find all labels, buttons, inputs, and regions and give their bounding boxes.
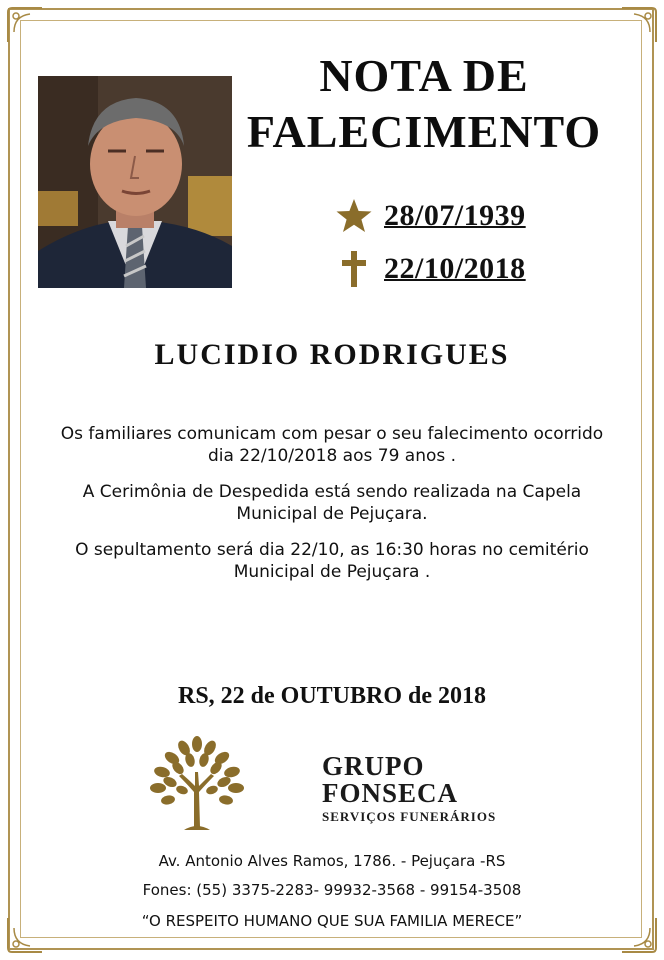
paragraph-line: dia 22/10/2018 aos 79 anos . [207,446,457,466]
page-title [238,48,610,160]
death-date: 22/10/2018 [384,252,526,285]
deceased-name: LUCIDIO RODRIGUES [154,338,510,371]
title-line-1: NOTA DE [319,50,529,101]
company-name-line-1: GRUPO [322,751,425,781]
paragraph-line: Os familiares comunicam com pesar o seu falecimento ocorrido [60,424,604,444]
birth-date-row [334,193,526,239]
company-address: Av. Antonio Alves Ramos, 1786. - Pejuçara -RS [158,852,506,870]
cross-icon [334,249,374,289]
company-subtitle: SERVIÇOS FUNERÁRIOS [322,809,497,824]
tree-logo-icon [148,732,246,832]
paragraph-line: Municipal de Pejuçara. [236,504,428,524]
company-brand [322,753,496,825]
company-phones: Fones: (55) 3375-2283- 99932-3568 - 99154-3508 [142,881,522,899]
paragraph-line: A Cerimônia de Despedida está sendo realizada na Capela [82,482,582,502]
corner-ornament-icon [2,2,46,46]
company-motto: “O RESPEITO HUMANO QUE SUA FAMILIA MERECE” [141,912,523,930]
corner-ornament-icon [618,2,662,46]
star-icon [334,196,374,236]
paragraph-line: Municipal de Pejuçara . [233,562,431,582]
paragraph-line: O sepultamento será dia 22/10, as 16:30 horas no cemitério [75,540,589,560]
title-line-2: FALECIMENTO [246,106,602,157]
birth-date: 28/07/1939 [384,199,526,232]
burial-paragraph [36,539,628,583]
death-date-row [334,246,526,292]
ceremony-paragraph [36,481,628,525]
announcement-paragraph [36,423,628,467]
portrait-photo [38,76,232,288]
place-date: RS, 22 de OUTUBRO de 2018 [177,683,487,709]
company-name-line-2: FONSECA [322,778,459,808]
